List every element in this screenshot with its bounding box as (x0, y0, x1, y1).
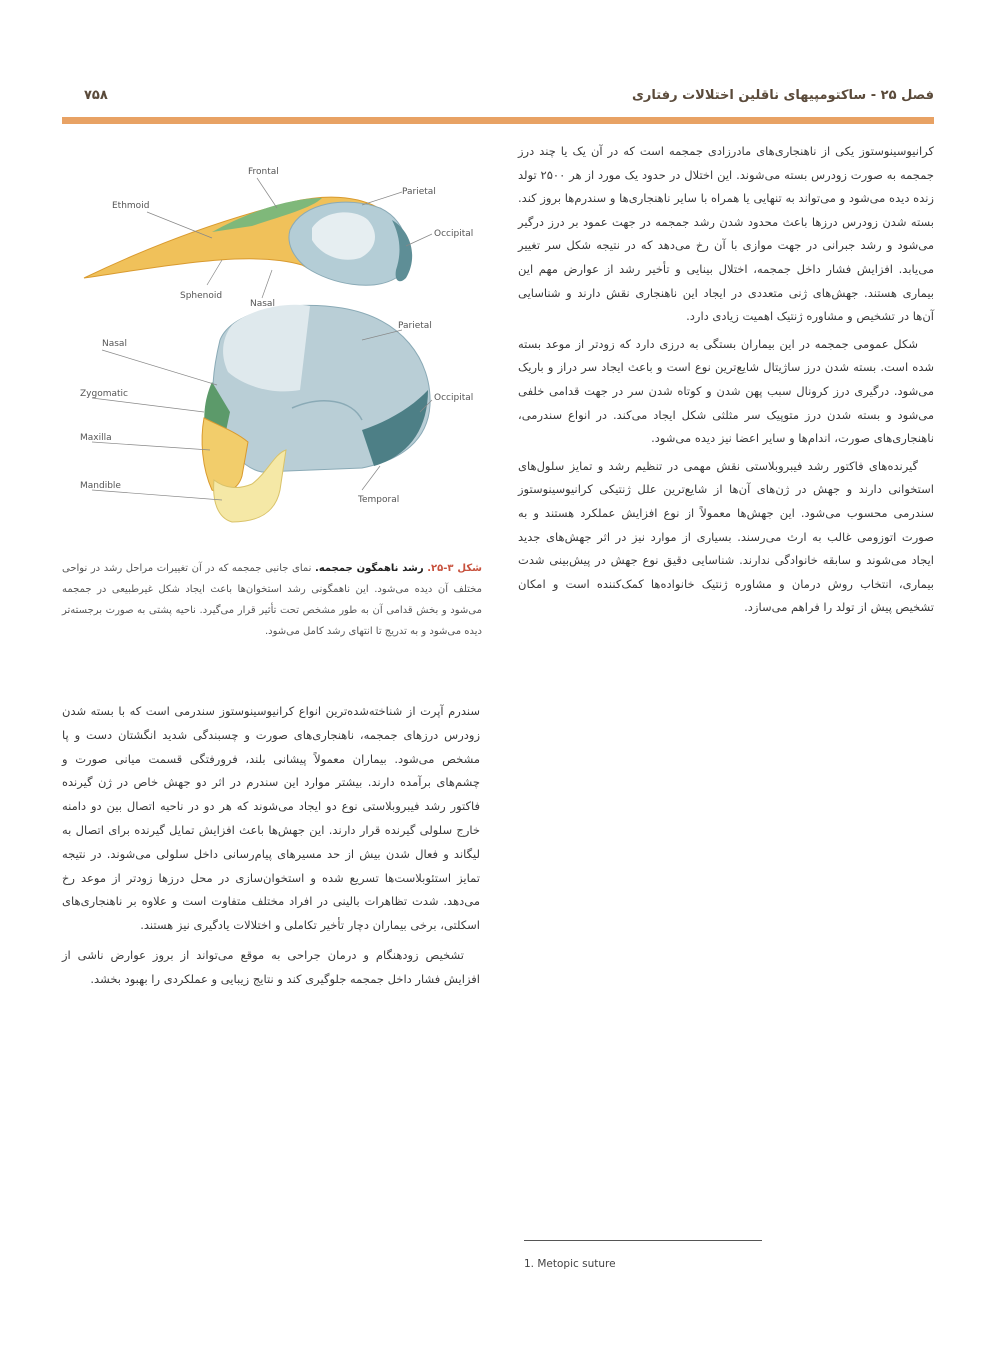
figure-caption-title: رشد ناهمگون جمجمه. (315, 563, 424, 574)
paragraph: کرانیوسینوستوز یکی از ناهنجاری‌های مادرزادی جمجمه است که در آن یک یا چند درز جمجمه به صورت زودرس بسته می‌شوند. این اختلال در حدود یک مورد از هر ۲۵۰۰ تولد زنده دیده می‌شود و می‌تواند به تنهایی یا همراه با سایر ناهنجاری‌ها و سندرم‌ها بروز کند. بسته شدن زودرس درزها باعث محدود شدن رشد جمجمه در جهت عمود بر درز درگیر می‌شود و رشد جبرانی در جهت موازی با آن رخ می‌دهد که در نتیجه شکل سر تغییر می‌یابد. افزایش فشار داخل جمجمه، اختلال بینایی و تأخیر رشد از عوارض مهم این بیماری هستند. جهش‌های ژنی متعددی در ایجاد این ناهنجاری نقش دارند و شناسایی آن‌ها در تشخیص و مشاوره ژنتیک اهمیت زیادی دارد. (518, 144, 934, 324)
paragraph: سندرم آپرت از شناخته‌شده‌ترین انواع کرانیوسینوستوز سندرمی است که با بسته شدن زودرس درزهای جمجمه، ناهنجاری‌های صورت و چسبندگی شدید انگشتان دست و پا مشخص می‌شود. بیماران معمولاً پیشانی بلند، فرورفتگی قسمت میانی صورت و چشم‌های برآمده دارند. بیشتر موارد این سندرم در اثر دو جهش خاص در ژن گیرنده فاکتور رشد فیبروبلاستی نوع دو ایجاد می‌شوند که هر دو در ناحیه اتصال بین دو دامنه خارج سلولی گیرنده قرار دارند. این جهش‌ها باعث افزایش تمایل گیرنده برای اتصال به لیگاند و فعال شدن بیش از حد مسیرهای پیام‌رسانی داخل سلولی می‌شوند. در نتیجه تمایز استئوبلاست‌ها تسریع شده و استخوان‌سازی در محل درزها زودتر از موعد رخ می‌دهد. شدت تظاهرات بالینی در افراد مختلف متفاوت است و علاوه بر ناهنجاری‌های اسکلتی، برخی بیماران دچار تأخیر تکاملی و اختلالات یادگیری نیز هستند. (62, 704, 480, 933)
chapter-title: فصل ۲۵ - ساکتومپیهای ناقلین اختلالات رفتاری (632, 88, 934, 103)
right-column (518, 140, 934, 620)
footnote-rule (524, 1240, 762, 1241)
svg-text:Occipital: Occipital (434, 393, 474, 403)
svg-text:Frontal: Frontal (248, 167, 279, 177)
skull-figure (62, 150, 482, 540)
paragraph: تشخیص زودهنگام و درمان جراحی به موقع می‌تواند از بروز عوارض ناشی از افزایش فشار داخل جمجمه جلوگیری کند و نتایج زیبایی و عملکردی را بهبود بخشد. (62, 947, 480, 986)
svg-text:Occipital: Occipital (434, 229, 474, 239)
left-column (62, 700, 480, 992)
svg-text:Nasal: Nasal (250, 299, 275, 309)
page-number: ۷۵۸ (84, 88, 108, 103)
svg-text:Nasal: Nasal (102, 339, 127, 349)
skull-lateral (202, 305, 430, 522)
paragraph: شکل عمومی جمجمه در این بیماران بستگی به درزی دارد که زودتر از موعد بسته شده است. بسته شدن درز ساژیتال شایع‌ترین نوع است و باعث ایجاد سر دراز و باریک می‌شود. درگیری درز کرونال سبب پهن شدن و کوتاه شدن سر در جهت قدامی خلفی می‌شود و بسته شدن درز متوپیک سر مثلثی شکل ایجاد می‌کند. در انواع سندرمی، ناهنجاری‌های صورت، اندام‌ها و سایر اعضا نیز دیده می‌شود. (518, 336, 934, 446)
figure-caption-text: نمای جانبی جمجمه که در آن تغییرات مراحل رشد در نواحی مختلف آن دیده می‌شود. این ناهمگونی رشد استخوان‌ها باعث ایجاد شکل غیرطبیعی در جمجمه می‌شود و بخش قدامی آن به طور مشخص تحت تأثیر قرار می‌گیرد. ناحیه پشتی به صورت برجسته‌تر دیده می‌شود و به تدریج تا انتهای رشد کامل می‌شود. (62, 563, 482, 637)
page-header (62, 82, 934, 112)
svg-text:Sphenoid: Sphenoid (180, 291, 223, 301)
svg-text:Parietal: Parietal (402, 187, 436, 197)
svg-text:Maxilla: Maxilla (80, 433, 112, 443)
figure-caption (62, 558, 482, 642)
svg-text:Mandible: Mandible (80, 481, 121, 491)
footnote: 1. Metopic suture (524, 1258, 616, 1270)
svg-text:Parietal: Parietal (398, 321, 432, 331)
svg-text:Zygomatic: Zygomatic (80, 389, 128, 399)
paragraph: گیرنده‌های فاکتور رشد فیبروبلاستی نقش مهمی در تنظیم رشد و تمایز سلول‌های استخوانی دارند و جهش در ژن‌های آن‌ها از شایع‌ترین علل ژنتیکی کرانیوسینوستوز سندرمی محسوب می‌شود. این جهش‌ها معمولاً از نوع افزایش عملکرد هستند و به صورت اتوزومی غالب به ارث می‌رسند. بسیاری از موارد نیز در اثر جهش‌های جدید ایجاد می‌شوند و سابقه خانوادگی ندارند. شناسایی دقیق نوع جهش در پیش‌بینی شدت بیماری، انتخاب روش درمان و مشاوره ژنتیک خانواده‌ها کمک‌کننده است و امکان تشخیص پیش از تولد را فراهم می‌سازد. (518, 458, 934, 615)
figure-number: شکل ۳-۲۵. (427, 563, 482, 574)
header-rule (62, 117, 934, 124)
skull-illustration (62, 150, 482, 540)
svg-text:Ethmoid: Ethmoid (112, 201, 150, 211)
svg-text:Temporal: Temporal (358, 495, 400, 505)
